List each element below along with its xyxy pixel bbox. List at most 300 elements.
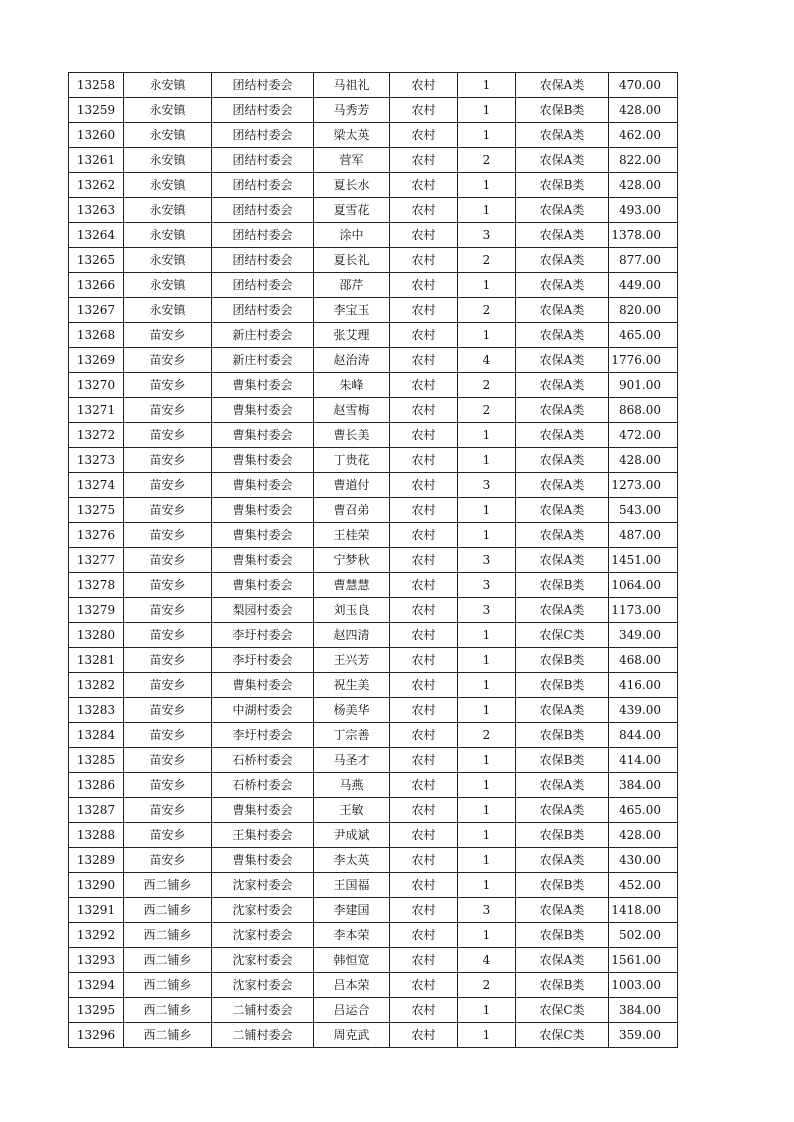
table-row xyxy=(69,148,678,173)
table-row xyxy=(69,1023,678,1048)
village-committee-cell: 团结村委会 xyxy=(212,173,314,198)
category-cell: 农保A类 xyxy=(516,123,609,148)
township-cell: 西二铺乡 xyxy=(124,973,212,998)
area-type-cell: 农村 xyxy=(390,898,458,923)
township-cell: 永安镇 xyxy=(124,223,212,248)
name-cell: 李本荣 xyxy=(314,923,390,948)
village-committee-cell: 沈家村委会 xyxy=(212,948,314,973)
township-cell: 苗安乡 xyxy=(124,423,212,448)
amount-cell: 428.00 xyxy=(609,98,678,123)
row-id-cell: 13258 xyxy=(69,73,124,98)
amount-cell: 1776.00 xyxy=(609,348,678,373)
table-row xyxy=(69,773,678,798)
village-committee-cell: 曹集村委会 xyxy=(212,848,314,873)
area-type-cell: 农村 xyxy=(390,748,458,773)
table-row xyxy=(69,98,678,123)
table-row xyxy=(69,248,678,273)
village-committee-cell: 李圩村委会 xyxy=(212,648,314,673)
amount-cell: 820.00 xyxy=(609,298,678,323)
table-row xyxy=(69,948,678,973)
village-committee-cell: 二铺村委会 xyxy=(212,998,314,1023)
township-cell: 西二铺乡 xyxy=(124,923,212,948)
amount-cell: 449.00 xyxy=(609,273,678,298)
table-row xyxy=(69,73,678,98)
table-row xyxy=(69,848,678,873)
category-cell: 农保A类 xyxy=(516,198,609,223)
row-id-cell: 13294 xyxy=(69,973,124,998)
name-cell: 王桂荣 xyxy=(314,523,390,548)
household-size-cell: 2 xyxy=(458,973,516,998)
area-type-cell: 农村 xyxy=(390,873,458,898)
category-cell: 农保C类 xyxy=(516,998,609,1023)
area-type-cell: 农村 xyxy=(390,298,458,323)
township-cell: 苗安乡 xyxy=(124,723,212,748)
household-size-cell: 1 xyxy=(458,98,516,123)
area-type-cell: 农村 xyxy=(390,998,458,1023)
village-committee-cell: 团结村委会 xyxy=(212,248,314,273)
name-cell: 马秀芳 xyxy=(314,98,390,123)
village-committee-cell: 李圩村委会 xyxy=(212,723,314,748)
village-committee-cell: 沈家村委会 xyxy=(212,898,314,923)
amount-cell: 439.00 xyxy=(609,698,678,723)
village-committee-cell: 石桥村委会 xyxy=(212,773,314,798)
household-size-cell: 3 xyxy=(458,573,516,598)
area-type-cell: 农村 xyxy=(390,398,458,423)
township-cell: 苗安乡 xyxy=(124,773,212,798)
amount-cell: 465.00 xyxy=(609,798,678,823)
row-id-cell: 13296 xyxy=(69,1023,124,1048)
name-cell: 李建国 xyxy=(314,898,390,923)
category-cell: 农保A类 xyxy=(516,273,609,298)
household-size-cell: 1 xyxy=(458,498,516,523)
township-cell: 苗安乡 xyxy=(124,748,212,773)
row-id-cell: 13268 xyxy=(69,323,124,348)
township-cell: 永安镇 xyxy=(124,248,212,273)
amount-cell: 1418.00 xyxy=(609,898,678,923)
amount-cell: 384.00 xyxy=(609,998,678,1023)
row-id-cell: 13286 xyxy=(69,773,124,798)
category-cell: 农保B类 xyxy=(516,98,609,123)
village-committee-cell: 中湖村委会 xyxy=(212,698,314,723)
name-cell: 营军 xyxy=(314,148,390,173)
name-cell: 王敏 xyxy=(314,798,390,823)
household-size-cell: 1 xyxy=(458,873,516,898)
category-cell: 农保A类 xyxy=(516,598,609,623)
household-size-cell: 1 xyxy=(458,423,516,448)
category-cell: 农保A类 xyxy=(516,523,609,548)
table-row xyxy=(69,423,678,448)
township-cell: 苗安乡 xyxy=(124,573,212,598)
row-id-cell: 13287 xyxy=(69,798,124,823)
township-cell: 苗安乡 xyxy=(124,698,212,723)
township-cell: 西二铺乡 xyxy=(124,948,212,973)
row-id-cell: 13284 xyxy=(69,723,124,748)
row-id-cell: 13260 xyxy=(69,123,124,148)
area-type-cell: 农村 xyxy=(390,773,458,798)
village-committee-cell: 曹集村委会 xyxy=(212,423,314,448)
village-committee-cell: 曹集村委会 xyxy=(212,398,314,423)
amount-cell: 430.00 xyxy=(609,848,678,873)
area-type-cell: 农村 xyxy=(390,698,458,723)
area-type-cell: 农村 xyxy=(390,98,458,123)
area-type-cell: 农村 xyxy=(390,823,458,848)
village-committee-cell: 团结村委会 xyxy=(212,98,314,123)
township-cell: 西二铺乡 xyxy=(124,898,212,923)
category-cell: 农保A类 xyxy=(516,698,609,723)
category-cell: 农保A类 xyxy=(516,798,609,823)
amount-cell: 349.00 xyxy=(609,623,678,648)
category-cell: 农保A类 xyxy=(516,348,609,373)
amount-cell: 428.00 xyxy=(609,173,678,198)
name-cell: 丁贵花 xyxy=(314,448,390,473)
category-cell: 农保C类 xyxy=(516,623,609,648)
village-committee-cell: 王集村委会 xyxy=(212,823,314,848)
table-row xyxy=(69,723,678,748)
table-row xyxy=(69,548,678,573)
township-cell: 苗安乡 xyxy=(124,548,212,573)
row-id-cell: 13278 xyxy=(69,573,124,598)
amount-cell: 502.00 xyxy=(609,923,678,948)
category-cell: 农保B类 xyxy=(516,648,609,673)
name-cell: 李宝玉 xyxy=(314,298,390,323)
village-committee-cell: 曹集村委会 xyxy=(212,673,314,698)
area-type-cell: 农村 xyxy=(390,848,458,873)
row-id-cell: 13291 xyxy=(69,898,124,923)
category-cell: 农保A类 xyxy=(516,373,609,398)
category-cell: 农保A类 xyxy=(516,148,609,173)
township-cell: 西二铺乡 xyxy=(124,998,212,1023)
row-id-cell: 13279 xyxy=(69,598,124,623)
township-cell: 永安镇 xyxy=(124,148,212,173)
area-type-cell: 农村 xyxy=(390,598,458,623)
category-cell: 农保A类 xyxy=(516,248,609,273)
amount-cell: 414.00 xyxy=(609,748,678,773)
amount-cell: 844.00 xyxy=(609,723,678,748)
amount-cell: 462.00 xyxy=(609,123,678,148)
area-type-cell: 农村 xyxy=(390,273,458,298)
area-type-cell: 农村 xyxy=(390,498,458,523)
category-cell: 农保B类 xyxy=(516,573,609,598)
township-cell: 永安镇 xyxy=(124,98,212,123)
township-cell: 苗安乡 xyxy=(124,648,212,673)
village-committee-cell: 新庄村委会 xyxy=(212,323,314,348)
household-size-cell: 4 xyxy=(458,948,516,973)
name-cell: 马燕 xyxy=(314,773,390,798)
category-cell: 农保A类 xyxy=(516,73,609,98)
row-id-cell: 13274 xyxy=(69,473,124,498)
table-row xyxy=(69,173,678,198)
table-row xyxy=(69,623,678,648)
category-cell: 农保A类 xyxy=(516,848,609,873)
row-id-cell: 13281 xyxy=(69,648,124,673)
table-row xyxy=(69,648,678,673)
amount-cell: 487.00 xyxy=(609,523,678,548)
township-cell: 西二铺乡 xyxy=(124,873,212,898)
village-committee-cell: 沈家村委会 xyxy=(212,973,314,998)
township-cell: 苗安乡 xyxy=(124,598,212,623)
area-type-cell: 农村 xyxy=(390,423,458,448)
village-committee-cell: 曹集村委会 xyxy=(212,523,314,548)
household-size-cell: 3 xyxy=(458,223,516,248)
township-cell: 永安镇 xyxy=(124,198,212,223)
village-committee-cell: 梨园村委会 xyxy=(212,598,314,623)
row-id-cell: 13269 xyxy=(69,348,124,373)
table-body xyxy=(69,73,678,1048)
amount-cell: 1561.00 xyxy=(609,948,678,973)
township-cell: 永安镇 xyxy=(124,73,212,98)
name-cell: 韩恒宽 xyxy=(314,948,390,973)
category-cell: 农保A类 xyxy=(516,298,609,323)
household-size-cell: 1 xyxy=(458,673,516,698)
household-size-cell: 3 xyxy=(458,548,516,573)
household-size-cell: 1 xyxy=(458,273,516,298)
village-committee-cell: 李圩村委会 xyxy=(212,623,314,648)
name-cell: 曹道付 xyxy=(314,473,390,498)
table-row xyxy=(69,898,678,923)
amount-cell: 543.00 xyxy=(609,498,678,523)
name-cell: 梁太英 xyxy=(314,123,390,148)
village-committee-cell: 团结村委会 xyxy=(212,223,314,248)
row-id-cell: 13263 xyxy=(69,198,124,223)
table-row xyxy=(69,823,678,848)
area-type-cell: 农村 xyxy=(390,248,458,273)
area-type-cell: 农村 xyxy=(390,73,458,98)
household-size-cell: 1 xyxy=(458,448,516,473)
township-cell: 永安镇 xyxy=(124,123,212,148)
table-row xyxy=(69,373,678,398)
table-row xyxy=(69,873,678,898)
name-cell: 李太英 xyxy=(314,848,390,873)
table-row xyxy=(69,473,678,498)
row-id-cell: 13282 xyxy=(69,673,124,698)
amount-cell: 470.00 xyxy=(609,73,678,98)
table-row xyxy=(69,398,678,423)
household-size-cell: 1 xyxy=(458,798,516,823)
amount-cell: 468.00 xyxy=(609,648,678,673)
row-id-cell: 13277 xyxy=(69,548,124,573)
name-cell: 夏长礼 xyxy=(314,248,390,273)
township-cell: 苗安乡 xyxy=(124,823,212,848)
category-cell: 农保B类 xyxy=(516,748,609,773)
household-size-cell: 1 xyxy=(458,848,516,873)
township-cell: 苗安乡 xyxy=(124,673,212,698)
area-type-cell: 农村 xyxy=(390,523,458,548)
area-type-cell: 农村 xyxy=(390,673,458,698)
name-cell: 赵雪梅 xyxy=(314,398,390,423)
name-cell: 马圣才 xyxy=(314,748,390,773)
area-type-cell: 农村 xyxy=(390,573,458,598)
table-row xyxy=(69,523,678,548)
area-type-cell: 农村 xyxy=(390,923,458,948)
amount-cell: 1273.00 xyxy=(609,473,678,498)
township-cell: 苗安乡 xyxy=(124,523,212,548)
table-row xyxy=(69,298,678,323)
amount-cell: 472.00 xyxy=(609,423,678,448)
township-cell: 苗安乡 xyxy=(124,373,212,398)
household-size-cell: 2 xyxy=(458,373,516,398)
amount-cell: 1173.00 xyxy=(609,598,678,623)
household-size-cell: 1 xyxy=(458,523,516,548)
household-size-cell: 2 xyxy=(458,298,516,323)
table-row xyxy=(69,923,678,948)
village-committee-cell: 二铺村委会 xyxy=(212,1023,314,1048)
household-size-cell: 2 xyxy=(458,398,516,423)
household-size-cell: 1 xyxy=(458,323,516,348)
household-size-cell: 2 xyxy=(458,248,516,273)
name-cell: 赵治涛 xyxy=(314,348,390,373)
area-type-cell: 农村 xyxy=(390,723,458,748)
township-cell: 西二铺乡 xyxy=(124,1023,212,1048)
area-type-cell: 农村 xyxy=(390,648,458,673)
household-size-cell: 1 xyxy=(458,623,516,648)
category-cell: 农保B类 xyxy=(516,923,609,948)
amount-cell: 428.00 xyxy=(609,448,678,473)
category-cell: 农保A类 xyxy=(516,423,609,448)
table-row xyxy=(69,973,678,998)
amount-cell: 416.00 xyxy=(609,673,678,698)
category-cell: 农保A类 xyxy=(516,398,609,423)
table-row xyxy=(69,273,678,298)
household-size-cell: 1 xyxy=(458,923,516,948)
name-cell: 马祖礼 xyxy=(314,73,390,98)
name-cell: 王兴芳 xyxy=(314,648,390,673)
village-committee-cell: 团结村委会 xyxy=(212,298,314,323)
name-cell: 赵四清 xyxy=(314,623,390,648)
area-type-cell: 农村 xyxy=(390,623,458,648)
name-cell: 吕本荣 xyxy=(314,973,390,998)
village-committee-cell: 曹集村委会 xyxy=(212,448,314,473)
area-type-cell: 农村 xyxy=(390,323,458,348)
village-committee-cell: 曹集村委会 xyxy=(212,498,314,523)
table-row xyxy=(69,198,678,223)
amount-cell: 359.00 xyxy=(609,1023,678,1048)
table-row xyxy=(69,798,678,823)
household-size-cell: 1 xyxy=(458,773,516,798)
table-row xyxy=(69,498,678,523)
row-id-cell: 13289 xyxy=(69,848,124,873)
village-committee-cell: 新庄村委会 xyxy=(212,348,314,373)
township-cell: 苗安乡 xyxy=(124,398,212,423)
allowance-table xyxy=(68,72,678,1048)
area-type-cell: 农村 xyxy=(390,348,458,373)
area-type-cell: 农村 xyxy=(390,198,458,223)
household-size-cell: 3 xyxy=(458,598,516,623)
row-id-cell: 13280 xyxy=(69,623,124,648)
amount-cell: 493.00 xyxy=(609,198,678,223)
household-size-cell: 1 xyxy=(458,748,516,773)
amount-cell: 868.00 xyxy=(609,398,678,423)
table-row xyxy=(69,748,678,773)
area-type-cell: 农村 xyxy=(390,548,458,573)
village-committee-cell: 曹集村委会 xyxy=(212,573,314,598)
row-id-cell: 13295 xyxy=(69,998,124,1023)
table-row xyxy=(69,598,678,623)
name-cell: 邵芹 xyxy=(314,273,390,298)
amount-cell: 1064.00 xyxy=(609,573,678,598)
name-cell: 曹召弟 xyxy=(314,498,390,523)
name-cell: 尹成斌 xyxy=(314,823,390,848)
row-id-cell: 13271 xyxy=(69,398,124,423)
township-cell: 苗安乡 xyxy=(124,348,212,373)
amount-cell: 452.00 xyxy=(609,873,678,898)
category-cell: 农保B类 xyxy=(516,973,609,998)
area-type-cell: 农村 xyxy=(390,148,458,173)
household-size-cell: 1 xyxy=(458,648,516,673)
village-committee-cell: 团结村委会 xyxy=(212,273,314,298)
township-cell: 苗安乡 xyxy=(124,323,212,348)
table-row xyxy=(69,573,678,598)
category-cell: 农保A类 xyxy=(516,448,609,473)
household-size-cell: 3 xyxy=(458,473,516,498)
township-cell: 苗安乡 xyxy=(124,798,212,823)
name-cell: 祝生美 xyxy=(314,673,390,698)
township-cell: 苗安乡 xyxy=(124,473,212,498)
row-id-cell: 13262 xyxy=(69,173,124,198)
category-cell: 农保B类 xyxy=(516,173,609,198)
table-row xyxy=(69,698,678,723)
name-cell: 涂中 xyxy=(314,223,390,248)
row-id-cell: 13283 xyxy=(69,698,124,723)
village-committee-cell: 团结村委会 xyxy=(212,73,314,98)
row-id-cell: 13275 xyxy=(69,498,124,523)
village-committee-cell: 团结村委会 xyxy=(212,123,314,148)
row-id-cell: 13264 xyxy=(69,223,124,248)
row-id-cell: 13293 xyxy=(69,948,124,973)
table-row xyxy=(69,348,678,373)
category-cell: 农保B类 xyxy=(516,823,609,848)
name-cell: 杨美华 xyxy=(314,698,390,723)
row-id-cell: 13272 xyxy=(69,423,124,448)
row-id-cell: 13285 xyxy=(69,748,124,773)
name-cell: 周克武 xyxy=(314,1023,390,1048)
amount-cell: 901.00 xyxy=(609,373,678,398)
category-cell: 农保A类 xyxy=(516,548,609,573)
name-cell: 王国福 xyxy=(314,873,390,898)
household-size-cell: 1 xyxy=(458,73,516,98)
township-cell: 苗安乡 xyxy=(124,498,212,523)
row-id-cell: 13276 xyxy=(69,523,124,548)
household-size-cell: 3 xyxy=(458,898,516,923)
table-row xyxy=(69,323,678,348)
category-cell: 农保B类 xyxy=(516,873,609,898)
area-type-cell: 农村 xyxy=(390,123,458,148)
name-cell: 曹慧慧 xyxy=(314,573,390,598)
household-size-cell: 2 xyxy=(458,723,516,748)
row-id-cell: 13259 xyxy=(69,98,124,123)
table-row xyxy=(69,448,678,473)
household-size-cell: 1 xyxy=(458,123,516,148)
area-type-cell: 农村 xyxy=(390,798,458,823)
area-type-cell: 农村 xyxy=(390,373,458,398)
township-cell: 苗安乡 xyxy=(124,448,212,473)
village-committee-cell: 曹集村委会 xyxy=(212,548,314,573)
amount-cell: 822.00 xyxy=(609,148,678,173)
category-cell: 农保A类 xyxy=(516,223,609,248)
household-size-cell: 1 xyxy=(458,198,516,223)
row-id-cell: 13261 xyxy=(69,148,124,173)
village-committee-cell: 团结村委会 xyxy=(212,148,314,173)
name-cell: 丁宗善 xyxy=(314,723,390,748)
category-cell: 农保A类 xyxy=(516,898,609,923)
name-cell: 刘玉良 xyxy=(314,598,390,623)
table-row xyxy=(69,673,678,698)
name-cell: 曹长美 xyxy=(314,423,390,448)
table-row xyxy=(69,223,678,248)
category-cell: 农保A类 xyxy=(516,948,609,973)
area-type-cell: 农村 xyxy=(390,223,458,248)
name-cell: 夏长水 xyxy=(314,173,390,198)
household-size-cell: 1 xyxy=(458,998,516,1023)
